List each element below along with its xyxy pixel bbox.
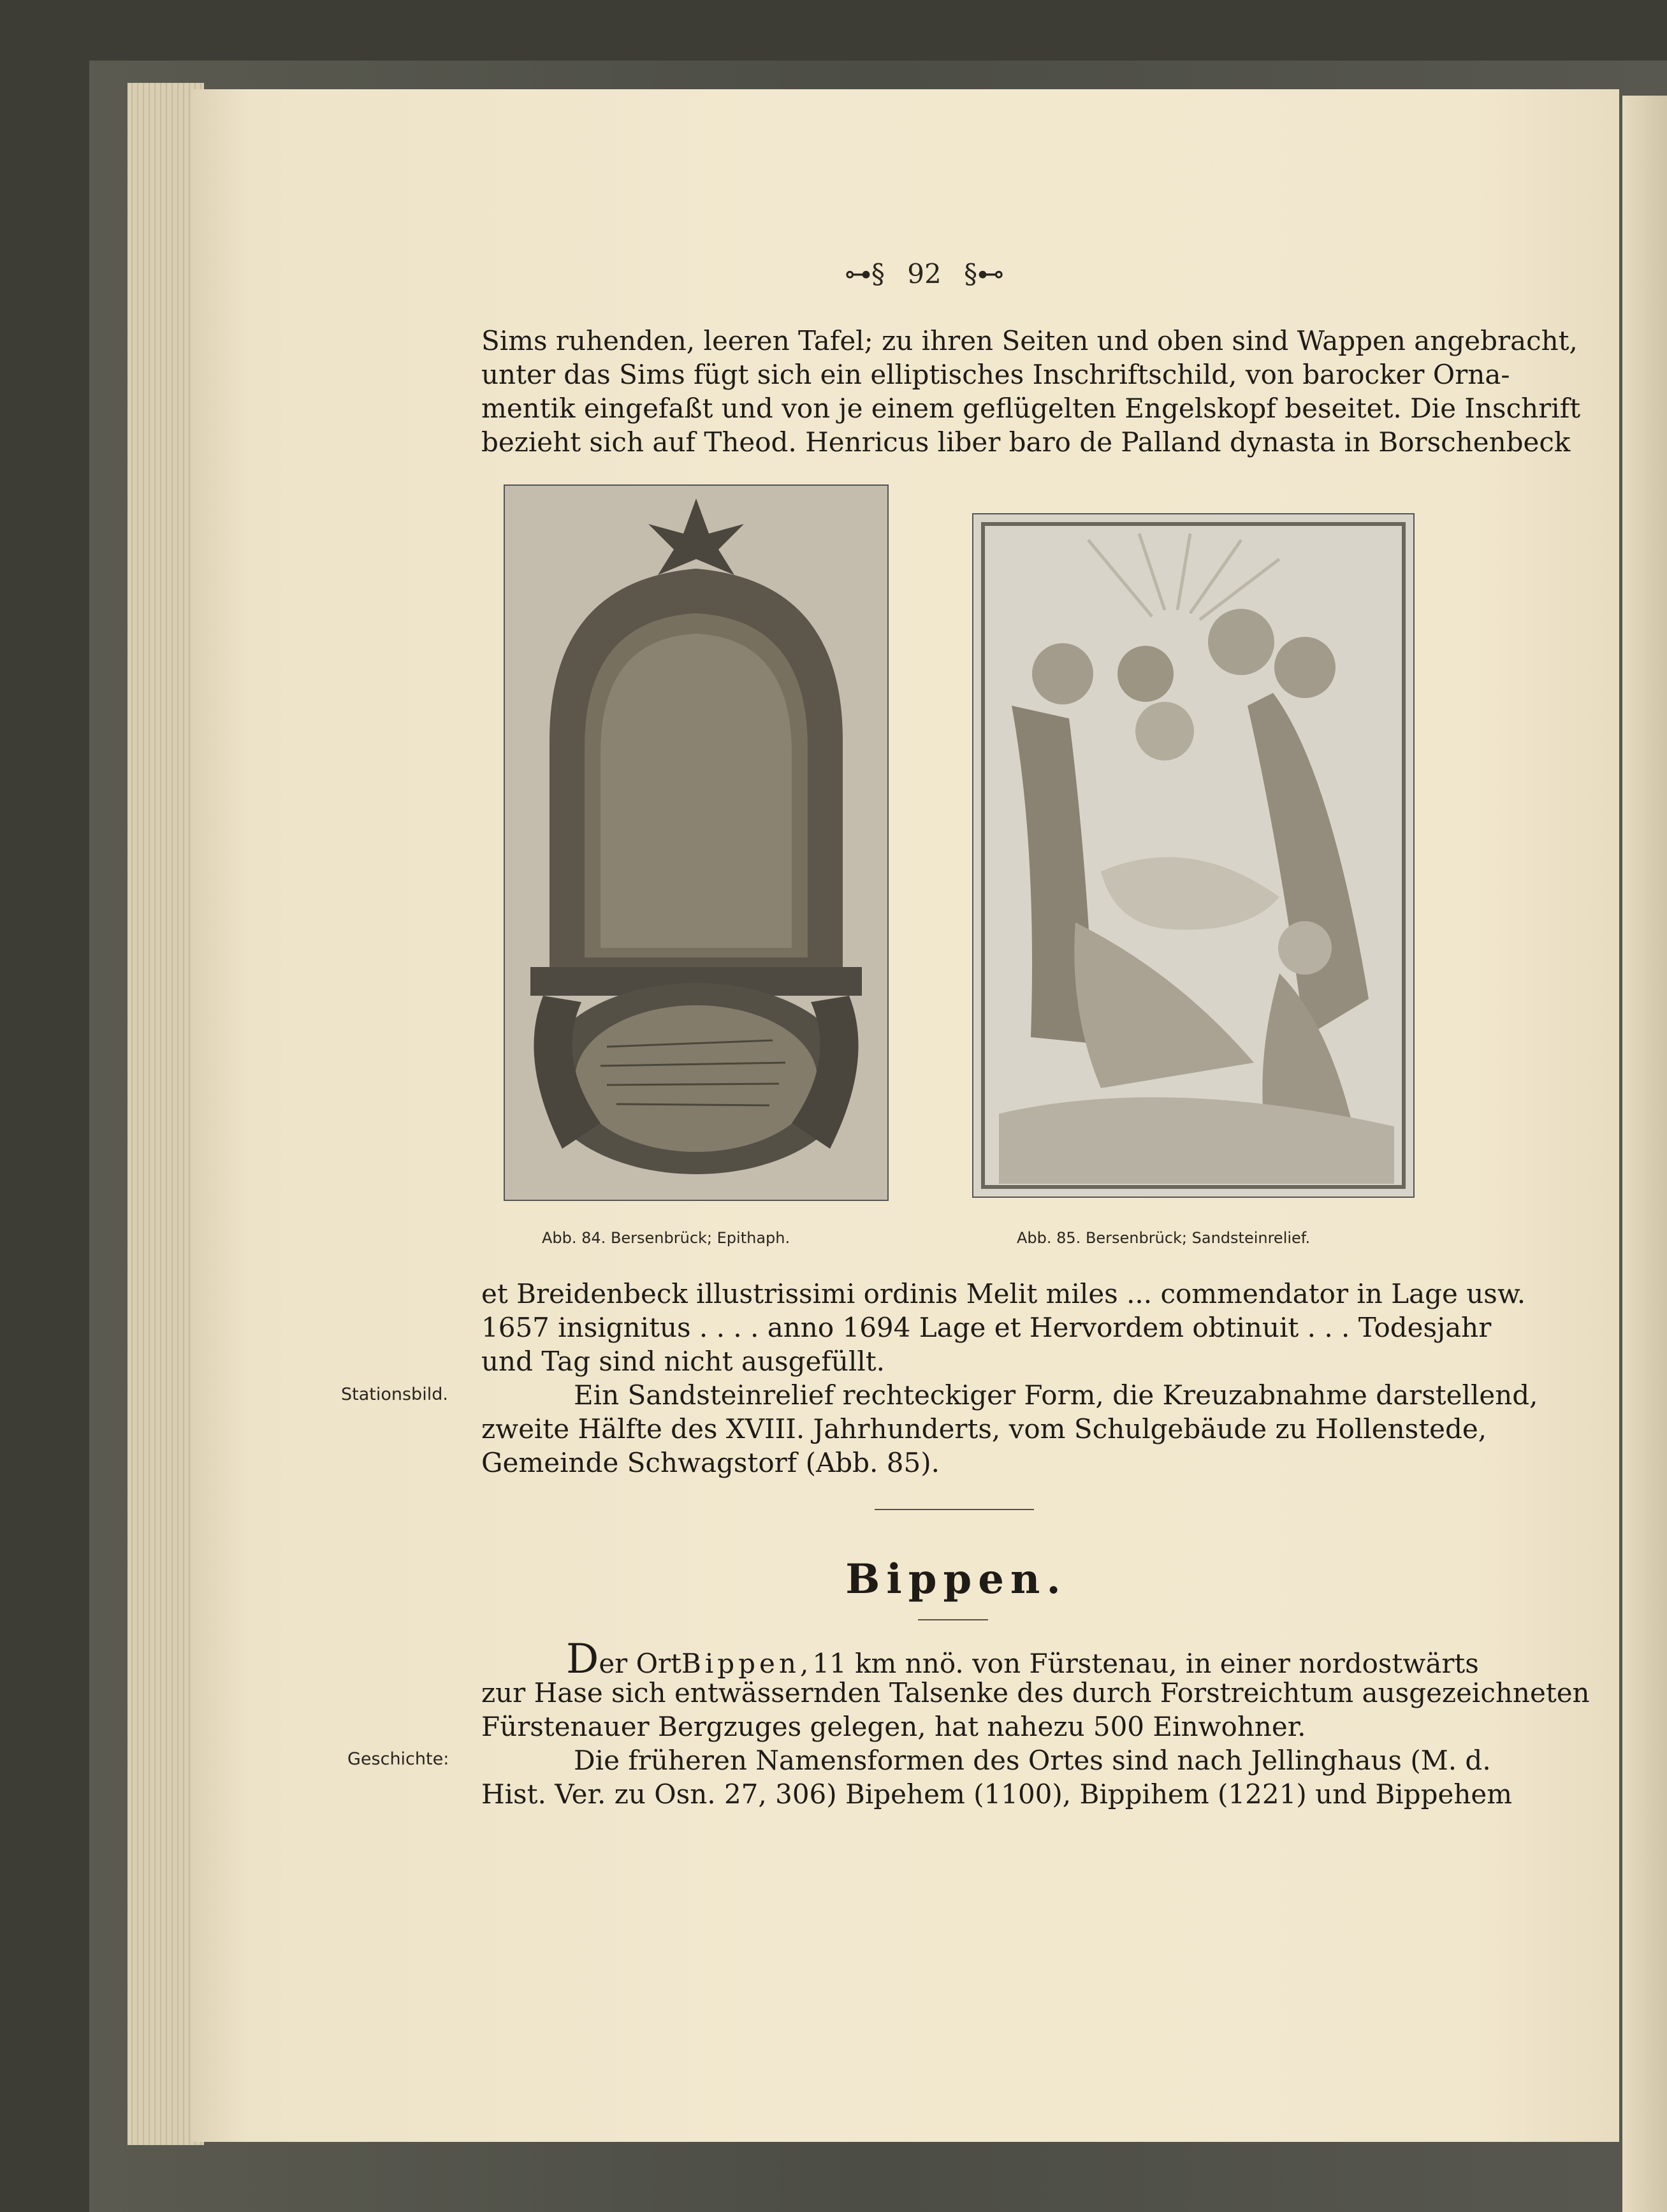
figure-epitaph bbox=[504, 484, 889, 1201]
text-line: zur Hase sich entwässernden Talsenke des durch Forstreichtum ausgezeichneten bbox=[481, 1677, 1590, 1708]
text-line: bezieht sich auf Theod. Henricus liber baro de Palland dynasta in Borschenbeck bbox=[481, 426, 1571, 458]
text-line-first bbox=[566, 1636, 1479, 1683]
text-line: und Tag sind nicht ausgefüllt. bbox=[481, 1346, 885, 1377]
text-fragment: 11 km nnö. von Fürstenau, in einer nordostwärts bbox=[812, 1648, 1479, 1679]
section-heading: Bippen. bbox=[845, 1555, 1067, 1603]
text-line: mentik eingefaßt und von je einem geflügelten Engelskopf beseitet. Die Inschrift bbox=[481, 393, 1581, 424]
text-line: Fürstenauer Bergzuges gelegen, hat nahezu 500 Einwohner. bbox=[481, 1711, 1306, 1742]
facing-page-edge bbox=[1622, 96, 1667, 2212]
figure-caption-84: Abb. 84. Bersenbrück; Epithaph. bbox=[542, 1229, 790, 1247]
text-line: unter das Sims fügt sich ein elliptisches Inschriftschild, von barocker Orna- bbox=[481, 359, 1510, 390]
page-number-line bbox=[797, 258, 1052, 289]
page-number: 92 bbox=[907, 258, 942, 289]
text-line: Ein Sandsteinrelief rechteckiger Form, die Kreuzabnahme darstellend, bbox=[574, 1379, 1538, 1411]
section-divider bbox=[875, 1509, 1034, 1510]
relief-image bbox=[973, 514, 1413, 1197]
figure-relief bbox=[972, 513, 1415, 1198]
ornament-left: ⊶§ bbox=[844, 258, 885, 289]
side-note-geschichte: Geschichte: bbox=[347, 1749, 449, 1769]
text-line: Hist. Ver. zu Osn. 27, 306) Bipehem (1100), Bippihem (1221) und Bippehem bbox=[481, 1779, 1513, 1810]
text-line: Sims ruhenden, leeren Tafel; zu ihren Seiten und oben sind Wappen angebracht, bbox=[481, 325, 1578, 356]
text-line: Gemeinde Schwagstorf (Abb. 85). bbox=[481, 1447, 940, 1478]
text-line: 1657 insignitus . . . . anno 1694 Lage et Hervordem obtinuit . . . Todesjahr bbox=[481, 1312, 1492, 1343]
epitaph-image bbox=[505, 486, 887, 1200]
text-fragment: er Ort bbox=[599, 1648, 681, 1679]
text-line: zweite Hälfte des XVIII. Jahrhunderts, vom Schulgebäude zu Hollenstede, bbox=[481, 1413, 1487, 1444]
side-note-stationsbild: Stationsbild. bbox=[341, 1385, 448, 1404]
text-line: Die früheren Namensformen des Ortes sind nach Jellinghaus (M. d. bbox=[574, 1745, 1491, 1776]
ornament-right: §⊷ bbox=[964, 258, 1005, 289]
drop-cap: D bbox=[566, 1636, 599, 1683]
figure-caption-85: Abb. 85. Bersenbrück; Sandsteinrelief. bbox=[1017, 1229, 1311, 1247]
text-line: et Breidenbeck illustrissimi ordinis Melit miles ... commendator in Lage usw. bbox=[481, 1278, 1526, 1309]
spaced-place-name: Bippen, bbox=[681, 1648, 813, 1679]
heading-underline bbox=[918, 1619, 988, 1620]
